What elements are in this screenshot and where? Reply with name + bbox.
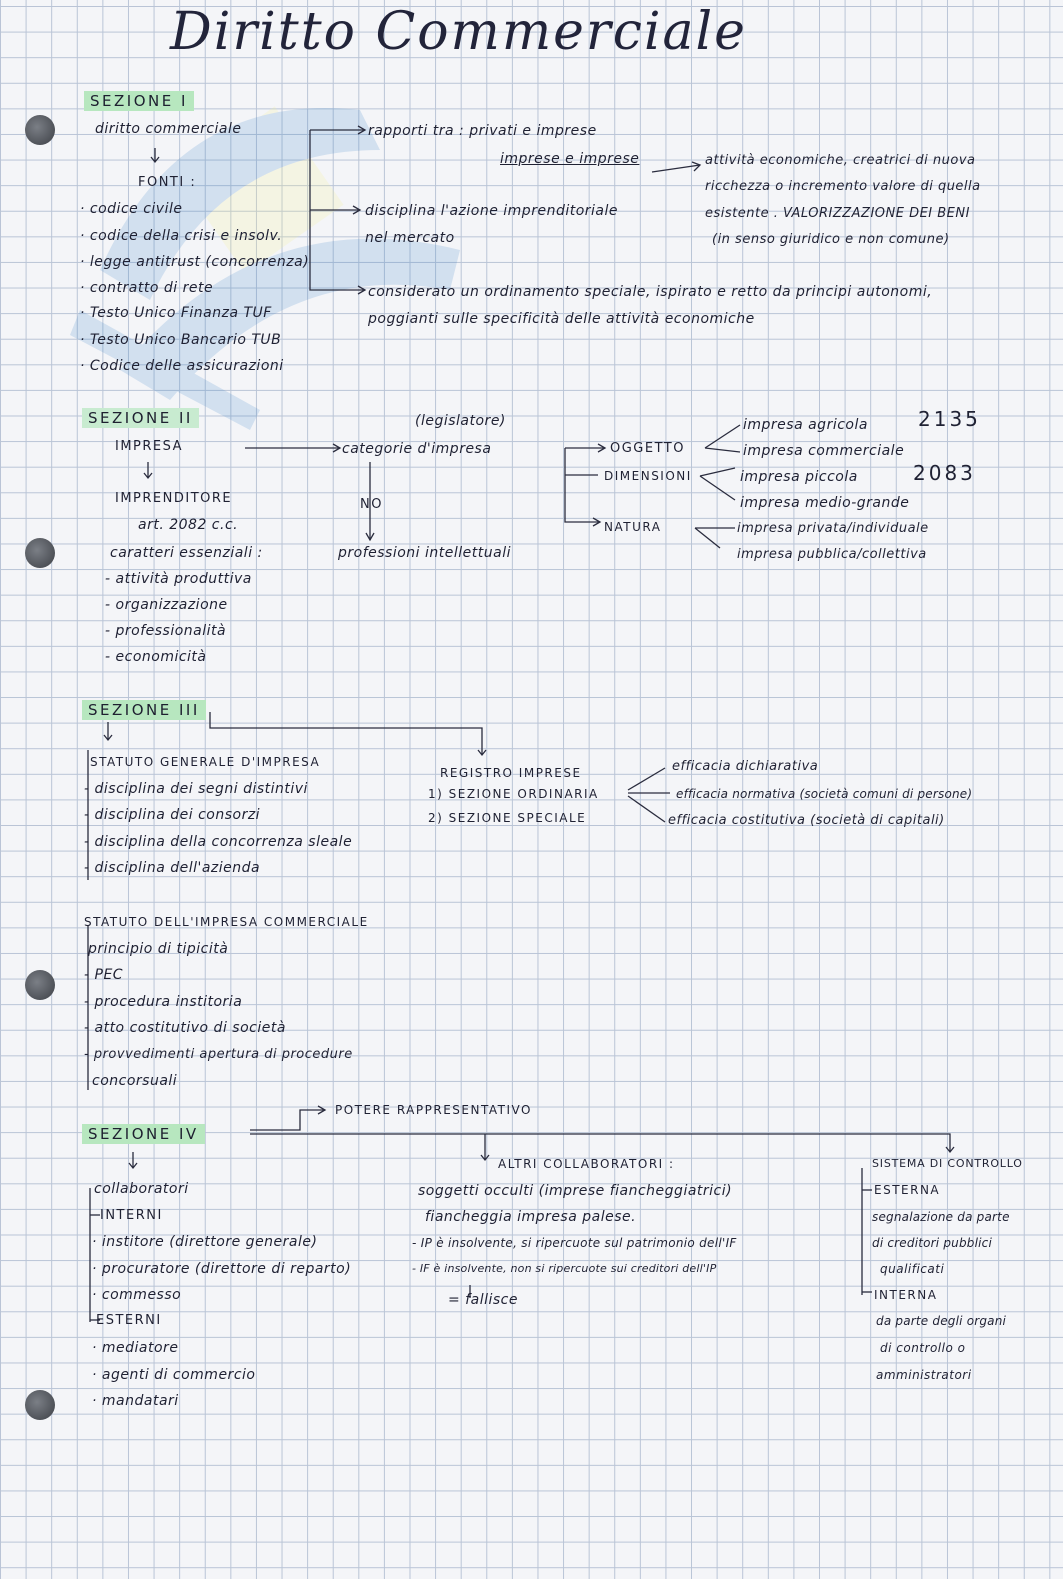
- statuto-generale-item: - disciplina della concorrenza sleale: [84, 834, 353, 850]
- attivita-line: esistente . VALORIZZAZIONE DEI BENI: [705, 206, 970, 221]
- section-4-heading: SEZIONE IV: [82, 1124, 205, 1144]
- legislatore-label: (legislatore): [415, 413, 506, 429]
- collaboratori-label: collaboratori: [94, 1181, 189, 1197]
- fonte-item: · Testo Unico Finanza TUF: [80, 305, 272, 321]
- fonti-heading: FONTI :: [138, 175, 197, 190]
- disciplina-line: nel mercato: [365, 230, 455, 246]
- carattere-item: - economicità: [105, 649, 207, 665]
- rapporti-text: rapporti tra : privati e imprese: [368, 123, 597, 139]
- considerato-line: poggianti sulle specificità delle attività economiche: [368, 311, 755, 327]
- esterni-heading: ESTERNI: [96, 1313, 162, 1328]
- impresa-label: IMPRESA: [115, 439, 184, 454]
- page-title: Diritto Commerciale: [170, 2, 747, 62]
- attivita-line: attività economiche, creatrici di nuova: [705, 153, 976, 168]
- criterio-natura: NATURA: [604, 520, 662, 534]
- statuto-commerciale-item: - PEC: [84, 967, 124, 983]
- interno-item: · procuratore (direttore di reparto): [92, 1261, 352, 1277]
- efficacia-item: efficacia dichiarativa: [672, 759, 819, 774]
- principio-label: principio di tipicità: [88, 941, 229, 957]
- fonte-item: · Codice delle assicurazioni: [80, 358, 284, 374]
- statuto-commerciale-item: concorsuali: [92, 1073, 178, 1089]
- fonte-item: · legge antitrust (concorrenza): [80, 254, 310, 270]
- fonte-item: · Testo Unico Bancario TUB: [80, 332, 282, 348]
- sistema-controllo-heading: SISTEMA DI CONTROLLO: [872, 1157, 1023, 1170]
- natura-item: impresa pubblica/collettiva: [737, 547, 927, 562]
- fonte-item: · codice civile: [80, 201, 183, 217]
- section-2-heading: SEZIONE II: [82, 408, 199, 428]
- interna-line: da parte degli organi: [876, 1314, 1007, 1328]
- registro-item: 1) SEZIONE ORDINARIA: [428, 787, 599, 801]
- articolo-label: art. 2082 c.c.: [138, 517, 239, 533]
- carattere-item: - professionalità: [105, 623, 227, 639]
- oggetto-item: impresa agricola: [743, 417, 868, 433]
- disciplina-line: disciplina l'azione imprenditoriale: [365, 203, 618, 219]
- altri-collaboratori-heading: ALTRI COLLABORATORI :: [498, 1157, 675, 1171]
- considerato-line: considerato un ordinamento speciale, ispirato e retto da principi autonomi,: [368, 284, 933, 300]
- esterna-heading: ESTERNA: [874, 1183, 941, 1197]
- potere-rappresentativo: POTERE RAPPRESENTATIVO: [335, 1103, 532, 1117]
- statuto-commerciale-item: - atto costitutivo di società: [84, 1020, 286, 1036]
- professioni-label: professioni intellettuali: [338, 545, 511, 561]
- statuto-commerciale-item: - procedura institoria: [84, 994, 243, 1010]
- carattere-item: - attività produttiva: [105, 571, 252, 587]
- carattere-item: - organizzazione: [105, 597, 228, 613]
- criterio-dimensioni: DIMENSIONI: [604, 469, 692, 483]
- interna-line: di controllo o: [880, 1341, 966, 1355]
- registro-imprese-heading: REGISTRO IMPRESE: [440, 766, 582, 780]
- interna-heading: INTERNA: [874, 1288, 938, 1302]
- dimensioni-item: impresa piccola: [740, 469, 858, 485]
- esterno-item: · mandatari: [92, 1393, 179, 1409]
- criterio-oggetto: OGGETTO: [610, 441, 685, 456]
- efficacia-item: efficacia costitutiva (società di capitali): [668, 813, 945, 828]
- categorie-label: categorie d'impresa: [342, 441, 492, 457]
- statuto-generale-heading: STATUTO GENERALE D'IMPRESA: [90, 755, 321, 769]
- efficacia-item: efficacia normativa (società comuni di persone): [676, 787, 973, 801]
- imprenditore-label: IMPRENDITORE: [115, 491, 233, 506]
- attivita-line: ricchezza o incremento valore di quella: [705, 179, 981, 194]
- fonte-item: · contratto di rete: [80, 280, 214, 296]
- art-2135: 2135: [918, 407, 981, 431]
- interni-heading: INTERNI: [100, 1208, 163, 1223]
- section-1-heading: SEZIONE I: [84, 91, 194, 111]
- statuto-generale-item: - disciplina dei segni distintivi: [84, 781, 308, 797]
- section-1-subject: diritto commerciale: [95, 121, 242, 137]
- if-note: = fallisce: [448, 1292, 518, 1308]
- fonte-item: · codice della crisi e insolv.: [80, 228, 283, 244]
- caratteri-heading: caratteri essenziali :: [110, 545, 263, 561]
- soggetti-line: fiancheggia impresa palese.: [425, 1209, 637, 1225]
- esterna-line: di creditori pubblici: [872, 1236, 993, 1250]
- if-note: - IF è insolvente, non si ripercuote sui creditori dell'IP: [412, 1262, 717, 1275]
- esterno-item: · agenti di commercio: [92, 1367, 256, 1383]
- natura-item: impresa privata/individuale: [737, 521, 929, 536]
- interno-item: · institore (direttore generale): [92, 1234, 318, 1250]
- if-note: - IP è insolvente, si ripercuote sul patrimonio dell'IF: [412, 1236, 737, 1250]
- imprese-imprese-text: imprese e imprese: [500, 151, 640, 167]
- section-3-heading: SEZIONE III: [82, 700, 206, 720]
- no-label: NO: [360, 497, 383, 512]
- oggetto-item: impresa commerciale: [743, 443, 905, 459]
- interna-line: amministratori: [876, 1368, 972, 1382]
- esterna-line: segnalazione da parte: [872, 1210, 1010, 1224]
- statuto-commerciale-item: - provvedimenti apertura di procedure: [84, 1047, 353, 1062]
- statuto-commerciale-heading: STATUTO DELL'IMPRESA COMMERCIALE: [84, 915, 369, 929]
- esterna-line: qualificati: [880, 1262, 945, 1276]
- attivita-line: (in senso giuridico e non comune): [712, 232, 950, 247]
- interno-item: · commesso: [92, 1287, 182, 1303]
- dimensioni-item: impresa medio-grande: [740, 495, 910, 511]
- statuto-generale-item: - disciplina dei consorzi: [84, 807, 261, 823]
- soggetti-line: soggetti occulti (imprese fiancheggiatrici): [418, 1183, 733, 1199]
- art-2083: 2083: [913, 461, 976, 485]
- statuto-generale-item: - disciplina dell'azienda: [84, 860, 261, 876]
- registro-item: 2) SEZIONE SPECIALE: [428, 811, 587, 825]
- esterno-item: · mediatore: [92, 1340, 179, 1356]
